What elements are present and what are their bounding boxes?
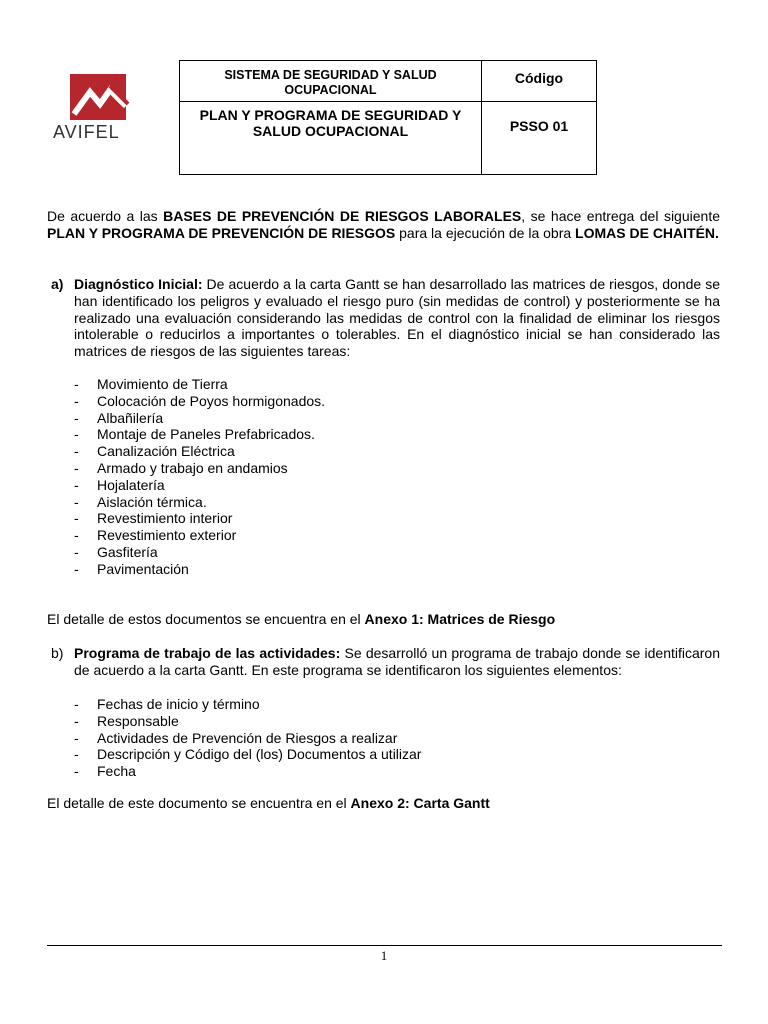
list-item: - Revestimiento exterior xyxy=(74,527,325,544)
list-item: - Albañilería xyxy=(74,410,325,427)
list-item: - Fecha xyxy=(74,763,421,780)
task-list xyxy=(74,376,325,578)
section-a-label: a) xyxy=(51,276,64,292)
page-number: 1 xyxy=(380,948,388,963)
intro-text-3: para la ejecución de la obra xyxy=(395,224,576,241)
list-item: - Descripción y Código del (los) Documentos a utilizar xyxy=(74,746,421,763)
section-a-text: De acuerdo a la carta Gantt se han desarrollado las matrices de riesgos, donde se han identificado los peligros y evaluado el riesgo puro (sin medidas de control) y posteriormente se ha realizado una evaluación considerando las medidas de control con la finalidad de eliminar los riesgos intolerable o reducirlos a importantes o tolerables. En el diagnóstico inicial se han considerado las matrices de riesgos de las siguientes tareas: xyxy=(74,276,720,360)
section-a-title: Diagnóstico Inicial: xyxy=(74,276,203,292)
section-b-title: Programa de trabajo de las actividades: xyxy=(74,645,341,661)
list-item: - Revestimiento interior xyxy=(74,510,325,527)
list-item: - Aislación térmica. xyxy=(74,494,325,511)
section-b-paragraph xyxy=(74,645,720,679)
list-item: - Canalización Eléctrica xyxy=(74,443,325,460)
list-item: - Pavimentación xyxy=(74,561,325,578)
intro-text-1: De acuerdo a las xyxy=(47,208,164,224)
annex-1-text: El detalle de estos documentos se encuentra en el xyxy=(47,611,365,627)
footer-divider xyxy=(47,945,722,946)
list-item: - Movimiento de Tierra xyxy=(74,376,325,393)
section-a-paragraph xyxy=(74,276,720,360)
annex-2-reference xyxy=(47,795,720,812)
list-item: - Fechas de inicio y término xyxy=(74,696,421,713)
plan-title: PLAN Y PROGRAMA DE SEGURIDAD Y SALUD OCUPACIONAL xyxy=(180,102,482,175)
list-item: - Hojalatería xyxy=(74,477,325,494)
intro-text-2: , se hace entrega del siguiente xyxy=(521,208,720,224)
list-item: - Montaje de Paneles Prefabricados. xyxy=(74,426,325,443)
list-item: - Armado y trabajo en andamios xyxy=(74,460,325,477)
code-label: Código xyxy=(482,61,597,102)
intro-paragraph xyxy=(47,208,720,242)
intro-bold-1: BASES DE PREVENCIÓN DE RIESGOS LABORALES xyxy=(163,208,522,224)
logo-text: AVIFEL xyxy=(53,122,120,142)
annex-2-bold: Anexo 2: Carta Gantt xyxy=(350,795,490,811)
intro-bold-3: LOMAS DE CHAITÉN. xyxy=(575,224,719,241)
code-value: PSSO 01 xyxy=(482,102,597,175)
section-b-label: b) xyxy=(51,645,64,661)
list-item: - Colocación de Poyos hormigonados. xyxy=(74,393,325,410)
section-b-text: Se desarrolló un programa de trabajo donde se identificaron de acuerdo a la carta Gantt. En este programa se identificaron los siguientes elementos: xyxy=(74,645,720,678)
logo-mark-icon xyxy=(70,74,130,122)
system-title: SISTEMA DE SEGURIDAD Y SALUD OCUPACIONAL xyxy=(180,61,482,102)
list-item: - Responsable xyxy=(74,713,421,730)
company-logo xyxy=(50,74,150,144)
annex-1-bold: Anexo 1: Matrices de Riesgo xyxy=(364,611,556,627)
intro-bold-2: PLAN Y PROGRAMA DE PREVENCIÓN DE RIESGOS xyxy=(47,224,396,241)
list-item: - Actividades de Prevención de Riesgos a realizar xyxy=(74,730,421,747)
element-list xyxy=(74,696,421,780)
annex-2-text: El detalle de este documento se encuentra en el xyxy=(47,795,351,811)
list-item: - Gasfitería xyxy=(74,544,325,561)
document-header-table xyxy=(179,60,597,175)
annex-1-reference xyxy=(47,611,720,628)
